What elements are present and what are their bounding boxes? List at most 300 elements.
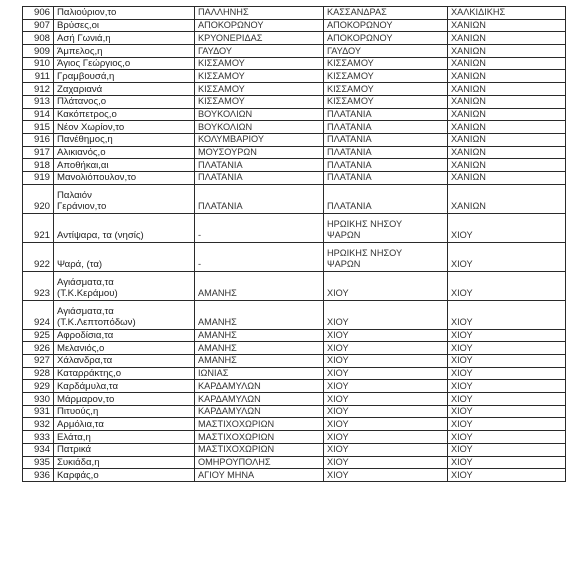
- row-number: 933: [33, 431, 50, 443]
- row-number: 908: [33, 32, 50, 44]
- prefecture-cell: [448, 121, 566, 134]
- place-name-line: Παλιούριον,το: [57, 7, 117, 19]
- row-number: 907: [33, 20, 50, 32]
- prefecture-line: ΧΑΝΙΩΝ: [451, 121, 486, 132]
- region-cell: [324, 32, 448, 45]
- municipality-cell: [195, 83, 324, 96]
- region-cell: [324, 418, 448, 431]
- place-name-line: Ζαχαριανά: [57, 83, 103, 95]
- table-row: [23, 32, 566, 45]
- municipality-line: -: [198, 230, 202, 241]
- place-name-line: Χάλανδρα,τα: [57, 355, 113, 367]
- row-number-cell: [23, 342, 54, 355]
- row-number-cell: [23, 271, 54, 300]
- row-number: 917: [33, 147, 50, 159]
- prefecture-cell: [448, 393, 566, 406]
- municipality-line: ΙΩΝΙΑΣ: [198, 368, 229, 379]
- row-number-cell: [23, 70, 54, 83]
- region-line: ΧΙΟΥ: [327, 456, 349, 467]
- row-number: 914: [33, 108, 50, 120]
- row-number-cell: [23, 146, 54, 159]
- region-cell: [324, 108, 448, 121]
- place-name-cell: [54, 456, 195, 469]
- row-number: 913: [33, 96, 50, 108]
- municipality-cell: [195, 342, 324, 355]
- place-name-line: Γεράνιον,το: [57, 201, 107, 213]
- region-cell: [324, 146, 448, 159]
- place-name-line: Βρύσες,οι: [57, 20, 100, 32]
- municipality-line: ΑΜΑΝΗΣ: [198, 317, 237, 328]
- table-body: [23, 7, 566, 482]
- prefecture-line: ΧΙΟΥ: [451, 469, 473, 480]
- region-line: ΗΡΩΙΚΗΣ ΝΗΣΟΥ: [327, 248, 403, 259]
- row-number: 912: [33, 83, 50, 95]
- prefecture-cell: [448, 184, 566, 213]
- row-number-cell: [23, 83, 54, 96]
- row-number: 910: [33, 58, 50, 70]
- table-row: [23, 108, 566, 121]
- table-row: [23, 405, 566, 418]
- row-number-cell: [23, 57, 54, 70]
- municipality-line: ΓΑΥΔΟΥ: [198, 45, 233, 56]
- place-name-line: Καταρράκτης,ο: [57, 368, 122, 380]
- row-number-cell: [23, 108, 54, 121]
- row-number-cell: [23, 213, 54, 242]
- municipality-cell: [195, 469, 324, 482]
- prefecture-cell: [448, 367, 566, 380]
- row-number: 924: [33, 317, 50, 329]
- region-cell: [324, 45, 448, 58]
- prefecture-line: ΧΙΟΥ: [451, 380, 473, 391]
- region-cell: [324, 380, 448, 393]
- region-cell: [324, 83, 448, 96]
- place-name-line: Παλαιόν: [57, 190, 92, 202]
- place-name-cell: [54, 342, 195, 355]
- region-line: ΚΙΣΣΑΜΟΥ: [327, 70, 374, 81]
- prefecture-line: ΧΑΛΚΙΔΙΚΗΣ: [451, 7, 506, 18]
- prefecture-cell: [448, 329, 566, 342]
- place-name-line: Συκιάδα,η: [57, 456, 100, 468]
- municipality-line: ΑΓΙΟΥ ΜΗΝΑ: [198, 469, 255, 480]
- prefecture-line: ΧΙΟΥ: [451, 330, 473, 341]
- prefecture-cell: [448, 443, 566, 456]
- place-name-line: Αφροδίσια,τα: [57, 330, 114, 342]
- place-name-cell: [54, 95, 195, 108]
- region-cell: [324, 95, 448, 108]
- prefecture-cell: [448, 133, 566, 146]
- municipality-line: ΑΜΑΝΗΣ: [198, 330, 237, 341]
- region-cell: [324, 159, 448, 172]
- place-name-line: Ψαρά, (τα): [57, 259, 103, 271]
- region-cell: [324, 133, 448, 146]
- prefecture-cell: [448, 32, 566, 45]
- prefecture-cell: [448, 380, 566, 393]
- place-name-line: Μελανιός,ο: [57, 342, 105, 354]
- place-name-cell: [54, 70, 195, 83]
- municipality-cell: [195, 213, 324, 242]
- prefecture-cell: [448, 242, 566, 271]
- municipality-line: ΚΙΣΣΑΜΟΥ: [198, 70, 245, 81]
- place-name-line: (Τ.Κ.Κεράμου): [57, 288, 118, 300]
- municipality-line: ΚΡΥΟΝΕΡΙΔΑΣ: [198, 32, 263, 43]
- region-line: ΧΙΟΥ: [327, 393, 349, 404]
- table-row: [23, 146, 566, 159]
- place-name-cell: [54, 393, 195, 406]
- municipality-line: ΑΜΑΝΗΣ: [198, 355, 237, 366]
- row-number-cell: [23, 7, 54, 20]
- region-line: ΧΙΟΥ: [327, 330, 349, 341]
- row-number: 919: [33, 172, 50, 184]
- place-name-line: Αντίψαρα, τα (νησίς): [57, 230, 144, 242]
- place-name-cell: [54, 329, 195, 342]
- region-cell: [324, 393, 448, 406]
- region-line: ΧΙΟΥ: [327, 342, 349, 353]
- row-number-cell: [23, 393, 54, 406]
- place-name-line: Μανολιόπουλον,το: [57, 172, 137, 184]
- region-line: ΠΛΑΤΑΝΙΑ: [327, 108, 372, 119]
- municipality-line: ΒΟΥΚΟΛΙΩΝ: [198, 108, 253, 119]
- row-number: 932: [33, 418, 50, 430]
- region-line: ΧΙΟΥ: [327, 317, 349, 328]
- municipality-line: ΠΛΑΤΑΝΙΑ: [198, 172, 243, 183]
- municipality-cell: [195, 171, 324, 184]
- region-cell: [324, 271, 448, 300]
- region-line: ΧΙΟΥ: [327, 418, 349, 429]
- prefecture-line: ΧΑΝΙΩΝ: [451, 108, 486, 119]
- table-row: [23, 342, 566, 355]
- prefecture-line: ΧΑΝΙΩΝ: [451, 147, 486, 158]
- prefecture-line: ΧΑΝΙΩΝ: [451, 83, 486, 94]
- prefecture-cell: [448, 469, 566, 482]
- place-name-cell: [54, 300, 195, 329]
- region-line: ΠΛΑΤΑΝΙΑ: [327, 159, 372, 170]
- municipality-line: ΠΛΑΤΑΝΙΑ: [198, 201, 243, 212]
- place-name-line: Άγιος Γεώργιος,ο: [57, 58, 131, 70]
- place-name-line: Αλικιανός,ο: [57, 147, 106, 159]
- region-cell: [324, 19, 448, 32]
- place-name-cell: [54, 7, 195, 20]
- row-number-cell: [23, 431, 54, 444]
- municipality-cell: [195, 329, 324, 342]
- region-cell: [324, 121, 448, 134]
- region-cell: [324, 405, 448, 418]
- table-row: [23, 456, 566, 469]
- municipality-cell: [195, 300, 324, 329]
- row-number: 911: [34, 70, 50, 82]
- place-name-cell: [54, 32, 195, 45]
- region-line: ΧΙΟΥ: [327, 406, 349, 417]
- place-name-cell: [54, 184, 195, 213]
- prefecture-cell: [448, 171, 566, 184]
- row-number: 931: [33, 406, 50, 418]
- municipality-cell: [195, 367, 324, 380]
- prefecture-line: ΧΙΟΥ: [451, 393, 473, 404]
- place-name-line: Πιτυούς,η: [57, 406, 99, 418]
- table-row: [23, 443, 566, 456]
- row-number: 927: [33, 355, 50, 367]
- prefecture-cell: [448, 271, 566, 300]
- prefecture-line: ΧΙΟΥ: [451, 230, 473, 241]
- region-cell: [324, 213, 448, 242]
- place-name-cell: [54, 405, 195, 418]
- prefecture-cell: [448, 431, 566, 444]
- prefecture-line: ΧΙΟΥ: [451, 259, 473, 270]
- row-number-cell: [23, 184, 54, 213]
- municipality-cell: [195, 431, 324, 444]
- place-name-cell: [54, 431, 195, 444]
- municipality-cell: [195, 32, 324, 45]
- region-line: ΓΑΥΔΟΥ: [327, 45, 362, 56]
- table-row: [23, 393, 566, 406]
- row-number: 921: [33, 230, 50, 242]
- municipality-cell: [195, 133, 324, 146]
- prefecture-cell: [448, 7, 566, 20]
- place-name-line: Γραμβουσά,η: [57, 70, 115, 82]
- prefecture-line: ΧΙΟΥ: [451, 288, 473, 299]
- row-number-cell: [23, 121, 54, 134]
- prefecture-line: ΧΙΟΥ: [451, 355, 473, 366]
- region-line: ΚΙΣΣΑΜΟΥ: [327, 83, 374, 94]
- row-number: 920: [33, 201, 50, 213]
- region-cell: [324, 355, 448, 368]
- municipality-cell: [195, 57, 324, 70]
- prefecture-line: ΧΑΝΙΩΝ: [451, 20, 486, 31]
- municipality-line: ΑΜΑΝΗΣ: [198, 342, 237, 353]
- place-name-cell: [54, 355, 195, 368]
- table-row: [23, 418, 566, 431]
- prefecture-cell: [448, 83, 566, 96]
- row-number-cell: [23, 355, 54, 368]
- municipality-cell: [195, 45, 324, 58]
- municipality-line: ΜΑΣΤΙΧΟΧΩΡΙΩΝ: [198, 444, 275, 455]
- region-line: ΧΙΟΥ: [327, 444, 349, 455]
- prefecture-line: ΧΙΟΥ: [451, 317, 473, 328]
- region-cell: [324, 443, 448, 456]
- prefecture-cell: [448, 342, 566, 355]
- region-line: ΧΙΟΥ: [327, 380, 349, 391]
- row-number-cell: [23, 329, 54, 342]
- municipality-cell: [195, 380, 324, 393]
- prefecture-line: ΧΙΟΥ: [451, 431, 473, 442]
- table-row: [23, 159, 566, 172]
- municipality-cell: [195, 405, 324, 418]
- place-name-cell: [54, 133, 195, 146]
- municipality-cell: [195, 184, 324, 213]
- prefecture-line: ΧΑΝΙΩΝ: [451, 172, 486, 183]
- prefecture-line: ΧΙΟΥ: [451, 342, 473, 353]
- region-line: ΧΙΟΥ: [327, 368, 349, 379]
- region-cell: [324, 57, 448, 70]
- region-line: ΑΠΟΚΟΡΩΝΟΥ: [327, 32, 393, 43]
- municipality-cell: [195, 70, 324, 83]
- row-number-cell: [23, 171, 54, 184]
- prefecture-cell: [448, 57, 566, 70]
- place-name-cell: [54, 146, 195, 159]
- place-name-cell: [54, 83, 195, 96]
- row-number: 935: [33, 456, 50, 468]
- table-row: [23, 19, 566, 32]
- row-number-cell: [23, 405, 54, 418]
- place-name-line: Πανέθημος,η: [57, 134, 113, 146]
- place-name-cell: [54, 213, 195, 242]
- region-line: ΠΛΑΤΑΝΙΑ: [327, 201, 372, 212]
- prefecture-line: ΧΙΟΥ: [451, 444, 473, 455]
- place-name-line: Αγιάσματα,τα: [57, 306, 114, 318]
- table-row: [23, 95, 566, 108]
- municipality-line: -: [198, 259, 202, 270]
- place-name-line: Αρμόλια,τα: [57, 418, 104, 430]
- region-cell: [324, 456, 448, 469]
- prefecture-line: ΧΙΟΥ: [451, 456, 473, 467]
- prefecture-line: ΧΑΝΙΩΝ: [451, 58, 486, 69]
- region-cell: [324, 300, 448, 329]
- row-number: 928: [33, 368, 50, 380]
- region-cell: [324, 242, 448, 271]
- place-name-cell: [54, 57, 195, 70]
- row-number: 918: [33, 159, 50, 171]
- municipality-cell: [195, 108, 324, 121]
- municipality-line: ΜΟΥΣΟΥΡΩΝ: [198, 147, 257, 158]
- table-row: [23, 171, 566, 184]
- table-row: [23, 121, 566, 134]
- table-row: [23, 213, 566, 242]
- row-number: 926: [33, 342, 50, 354]
- prefecture-line: ΧΑΝΙΩΝ: [451, 201, 486, 212]
- row-number: 925: [33, 330, 50, 342]
- place-name-cell: [54, 443, 195, 456]
- place-names-table: [22, 6, 566, 482]
- row-number: 929: [33, 380, 50, 392]
- row-number-cell: [23, 456, 54, 469]
- row-number-cell: [23, 95, 54, 108]
- place-name-cell: [54, 19, 195, 32]
- region-line: ΧΙΟΥ: [327, 355, 349, 366]
- region-cell: [324, 184, 448, 213]
- prefecture-line: ΧΑΝΙΩΝ: [451, 134, 486, 145]
- municipality-line: ΜΑΣΤΙΧΟΧΩΡΙΩΝ: [198, 418, 275, 429]
- municipality-cell: [195, 121, 324, 134]
- place-name-cell: [54, 108, 195, 121]
- region-line: ΧΙΟΥ: [327, 431, 349, 442]
- prefecture-cell: [448, 159, 566, 172]
- municipality-line: ΑΠΟΚΟΡΩΝΟΥ: [198, 20, 264, 31]
- municipality-line: ΒΟΥΚΟΛΙΩΝ: [198, 121, 253, 132]
- prefecture-cell: [448, 45, 566, 58]
- prefecture-line: ΧΑΝΙΩΝ: [451, 96, 486, 107]
- row-number-cell: [23, 133, 54, 146]
- region-cell: [324, 367, 448, 380]
- prefecture-cell: [448, 108, 566, 121]
- place-name-line: Αγιάσματα,τα: [57, 277, 114, 289]
- region-line: ΚΙΣΣΑΜΟΥ: [327, 96, 374, 107]
- region-line: ΠΛΑΤΑΝΙΑ: [327, 172, 372, 183]
- row-number: 922: [33, 259, 50, 271]
- municipality-cell: [195, 355, 324, 368]
- municipality-line: ΚΙΣΣΑΜΟΥ: [198, 83, 245, 94]
- region-cell: [324, 342, 448, 355]
- municipality-line: ΚΑΡΔΑΜΥΛΩΝ: [198, 393, 261, 404]
- prefecture-line: ΧΑΝΙΩΝ: [451, 32, 486, 43]
- prefecture-cell: [448, 19, 566, 32]
- place-name-line: Νέον Χωρίον,το: [57, 121, 125, 133]
- place-name-cell: [54, 121, 195, 134]
- municipality-cell: [195, 271, 324, 300]
- place-name-cell: [54, 418, 195, 431]
- prefecture-cell: [448, 213, 566, 242]
- municipality-line: ΠΑΛΛΗΝΗΣ: [198, 7, 249, 18]
- table-row: [23, 57, 566, 70]
- region-line: ΗΡΩΙΚΗΣ ΝΗΣΟΥ: [327, 219, 403, 230]
- place-name-cell: [54, 367, 195, 380]
- region-line: ΠΛΑΤΑΝΙΑ: [327, 147, 372, 158]
- prefecture-cell: [448, 405, 566, 418]
- municipality-cell: [195, 146, 324, 159]
- place-name-line: Κακόπετρος,ο: [57, 108, 117, 120]
- municipality-line: ΚΟΛΥΜΒΑΡΙΟΥ: [198, 134, 264, 145]
- municipality-line: ΚΙΣΣΑΜΟΥ: [198, 58, 245, 69]
- table-row: [23, 70, 566, 83]
- prefecture-cell: [448, 146, 566, 159]
- table-row: [23, 355, 566, 368]
- place-name-cell: [54, 45, 195, 58]
- region-line: ΚΑΣΣΑΝΔΡΑΣ: [327, 7, 387, 18]
- row-number: 930: [33, 393, 50, 405]
- region-cell: [324, 469, 448, 482]
- table-row: [23, 184, 566, 213]
- prefecture-cell: [448, 418, 566, 431]
- table-row: [23, 7, 566, 20]
- row-number-cell: [23, 367, 54, 380]
- region-line: ΠΛΑΤΑΝΙΑ: [327, 121, 372, 132]
- prefecture-cell: [448, 95, 566, 108]
- place-name-line: Αποθήκαι,αι: [57, 159, 109, 171]
- place-name-cell: [54, 171, 195, 184]
- municipality-cell: [195, 418, 324, 431]
- table-row: [23, 329, 566, 342]
- place-name-line: Ελάτα,η: [57, 431, 91, 443]
- row-number: 923: [33, 288, 50, 300]
- prefecture-line: ΧΑΝΙΩΝ: [451, 45, 486, 56]
- table-row: [23, 431, 566, 444]
- prefecture-line: ΧΑΝΙΩΝ: [451, 70, 486, 81]
- region-cell: [324, 171, 448, 184]
- table-row: [23, 83, 566, 96]
- region-line: ΠΛΑΤΑΝΙΑ: [327, 134, 372, 145]
- row-number: 934: [33, 444, 50, 456]
- region-line: ΧΙΟΥ: [327, 288, 349, 299]
- row-number-cell: [23, 443, 54, 456]
- row-number-cell: [23, 242, 54, 271]
- place-name-cell: [54, 380, 195, 393]
- row-number: 909: [33, 45, 50, 57]
- table-row: [23, 367, 566, 380]
- place-name-line: Καρδάμυλα,τα: [57, 380, 119, 392]
- region-cell: [324, 70, 448, 83]
- place-name-line: Πατρικά: [57, 444, 92, 456]
- row-number-cell: [23, 32, 54, 45]
- place-name-line: Άμπελος,η: [57, 45, 103, 57]
- place-name-cell: [54, 159, 195, 172]
- place-name-line: Καρφάς,ο: [57, 469, 99, 481]
- row-number-cell: [23, 418, 54, 431]
- table-row: [23, 380, 566, 393]
- prefecture-line: ΧΑΝΙΩΝ: [451, 159, 486, 170]
- place-name-cell: [54, 242, 195, 271]
- prefecture-line: ΧΙΟΥ: [451, 418, 473, 429]
- table-row: [23, 45, 566, 58]
- row-number: 906: [33, 7, 50, 19]
- municipality-cell: [195, 443, 324, 456]
